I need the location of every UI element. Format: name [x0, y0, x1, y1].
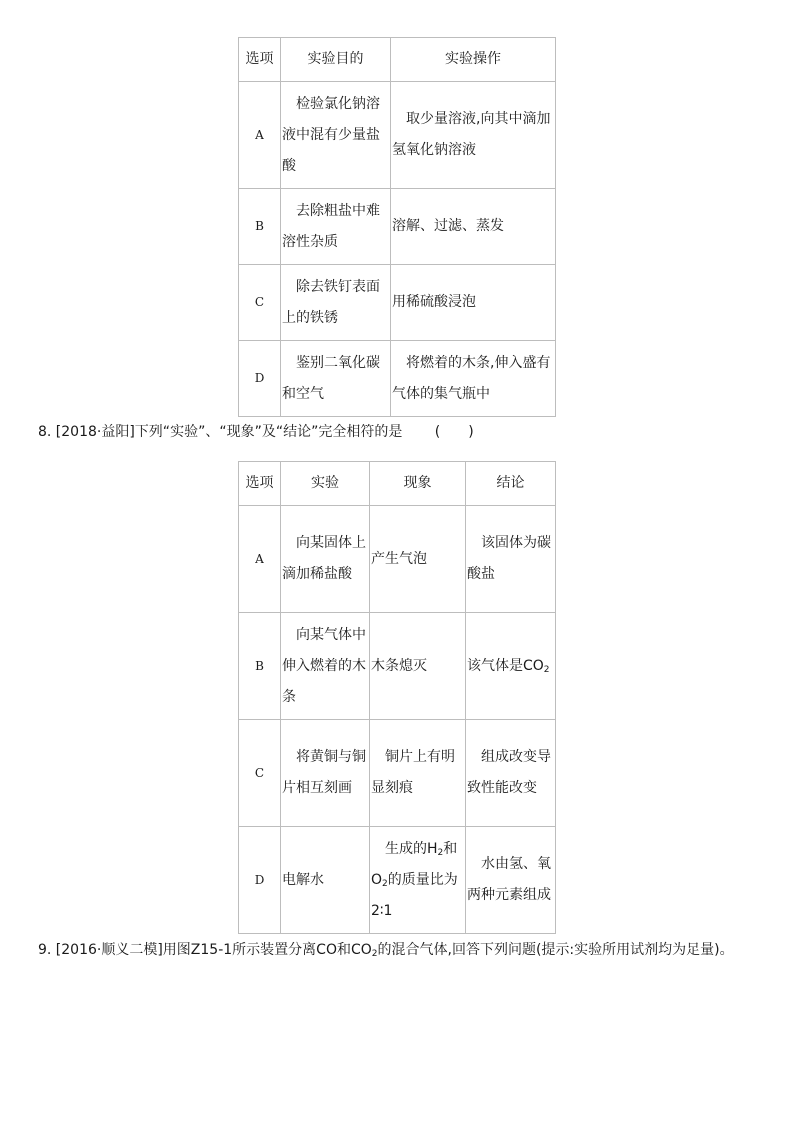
conclusion-cell [466, 720, 556, 827]
conclusion-cell [466, 506, 556, 613]
conclusion-text: 水由氢、氧 [481, 856, 551, 872]
purpose-cell [281, 265, 391, 341]
conclusion-text: 组成改变导 [481, 749, 551, 765]
option-label: C [239, 720, 281, 827]
purpose-text: 鉴别二氧化 [296, 354, 366, 371]
header-phenomenon: 现象 [370, 462, 466, 506]
question-9-text: 9. [2016·顺义二模]用图Z15-1所示装置分离CO和CO [38, 942, 372, 958]
purpose-text-cont: 碳和空气 [282, 354, 380, 402]
table-row [239, 720, 556, 827]
operation-text: 取少量溶液,向其中滴加 [406, 111, 551, 127]
phenomenon-text-cont: 显刻痕 [371, 780, 413, 796]
answer-paren-open: ( [434, 424, 441, 440]
table-row [239, 827, 556, 934]
table-header-row [239, 38, 556, 82]
purpose-cell [281, 189, 391, 265]
operation-cell: 用稀硫酸浸泡 [391, 265, 556, 341]
experiment-cell [281, 506, 370, 613]
conclusion-cell [466, 613, 556, 720]
experiment-text: 向某固体 [296, 535, 352, 551]
option-label: B [239, 189, 281, 265]
purpose-cell [281, 341, 391, 417]
experiment-cell [281, 613, 370, 720]
purpose-cell [281, 82, 391, 189]
phenomenon-cell: 产生气泡 [370, 506, 466, 613]
purpose-text-cont: 溶液中混有少量盐酸 [282, 95, 380, 174]
question-8-text: 8. [2018·益阳]下列“实验”、“现象”及“结论”完全相符的是 [38, 424, 403, 440]
table-row [239, 613, 556, 720]
header-operation: 实验操作 [391, 38, 556, 82]
subscript: 2 [437, 847, 444, 858]
experiment-text-cont: 铜片相互刻画 [282, 749, 366, 796]
phenomenon-cell [370, 720, 466, 827]
subscript: 2 [371, 949, 378, 959]
table-row [239, 341, 556, 417]
experiment-text-cont: 上滴加稀盐酸 [282, 535, 366, 582]
purpose-text-cont: 难溶性杂质 [282, 202, 380, 250]
operation-text-cont: 气体的集气瓶中 [392, 385, 490, 402]
experiment-cell [281, 720, 370, 827]
answer-paren-close: ) [468, 424, 474, 440]
purpose-text: 检验氯化钠 [296, 95, 366, 112]
purpose-text: 除去铁钉表 [296, 278, 366, 295]
conclusion-text-cont: 酸盐 [467, 566, 495, 582]
phenomenon-text: 铜片上有明 [385, 749, 455, 765]
question-9 [38, 939, 734, 959]
conclusion-text: 该气体是CO [467, 657, 544, 674]
conclusion-cell [466, 827, 556, 934]
purpose-text: 去除粗盐中 [296, 202, 366, 219]
purpose-text-cont: 面上的铁锈 [282, 278, 380, 326]
operation-cell [391, 82, 556, 189]
conclusion-text-cont: 两种元素组成 [467, 887, 551, 903]
operation-cell: 溶解、过滤、蒸发 [391, 189, 556, 265]
phenomenon-text: 2∶1 [371, 902, 393, 919]
header-conclusion: 结论 [466, 462, 556, 506]
option-label: B [239, 613, 281, 720]
table-row [239, 82, 556, 189]
table-row [239, 189, 556, 265]
option-label: D [239, 341, 281, 417]
phenomenon-text: 的质量比为 [387, 871, 458, 888]
option-label: A [239, 82, 281, 189]
table-header-row [239, 462, 556, 506]
operation-text: 将燃着的木条,伸入盛有 [406, 354, 551, 371]
option-label: C [239, 265, 281, 341]
question-9-text-cont: 的混合气体,回答下列问题(提示:实验所用试剂均为足量)。 [377, 942, 734, 958]
phenomenon-text: 生成的H [385, 840, 438, 857]
experiment-conclusion-table [238, 461, 556, 934]
experiment-text-cont: 中伸入燃着的木条 [282, 626, 366, 705]
subscript: 2 [382, 878, 388, 889]
header-experiment: 实验 [281, 462, 370, 506]
header-option: 选项 [239, 38, 281, 82]
table-row [239, 265, 556, 341]
table-row [239, 506, 556, 613]
phenomenon-text: 和 [443, 840, 458, 857]
experiment-text: 将黄铜与 [296, 749, 352, 765]
phenomenon-cell [370, 827, 466, 934]
conclusion-text: 该固体为碳 [481, 535, 551, 551]
option-label: D [239, 827, 281, 934]
experiment-cell: 电解水 [281, 827, 370, 934]
option-label: A [239, 506, 281, 613]
experiment-purpose-table [238, 37, 556, 417]
question-8 [38, 421, 474, 441]
experiment-text: 向某气体 [296, 626, 352, 643]
header-purpose: 实验目的 [281, 38, 391, 82]
subscript: 2 [543, 664, 550, 675]
operation-text-cont: 氢氧化钠溶液 [392, 142, 476, 158]
conclusion-text-cont: 致性能改变 [467, 780, 537, 796]
header-option: 选项 [239, 462, 281, 506]
operation-cell [391, 341, 556, 417]
phenomenon-cell: 木条熄灭 [370, 613, 466, 720]
phenomenon-text: O [371, 871, 383, 888]
